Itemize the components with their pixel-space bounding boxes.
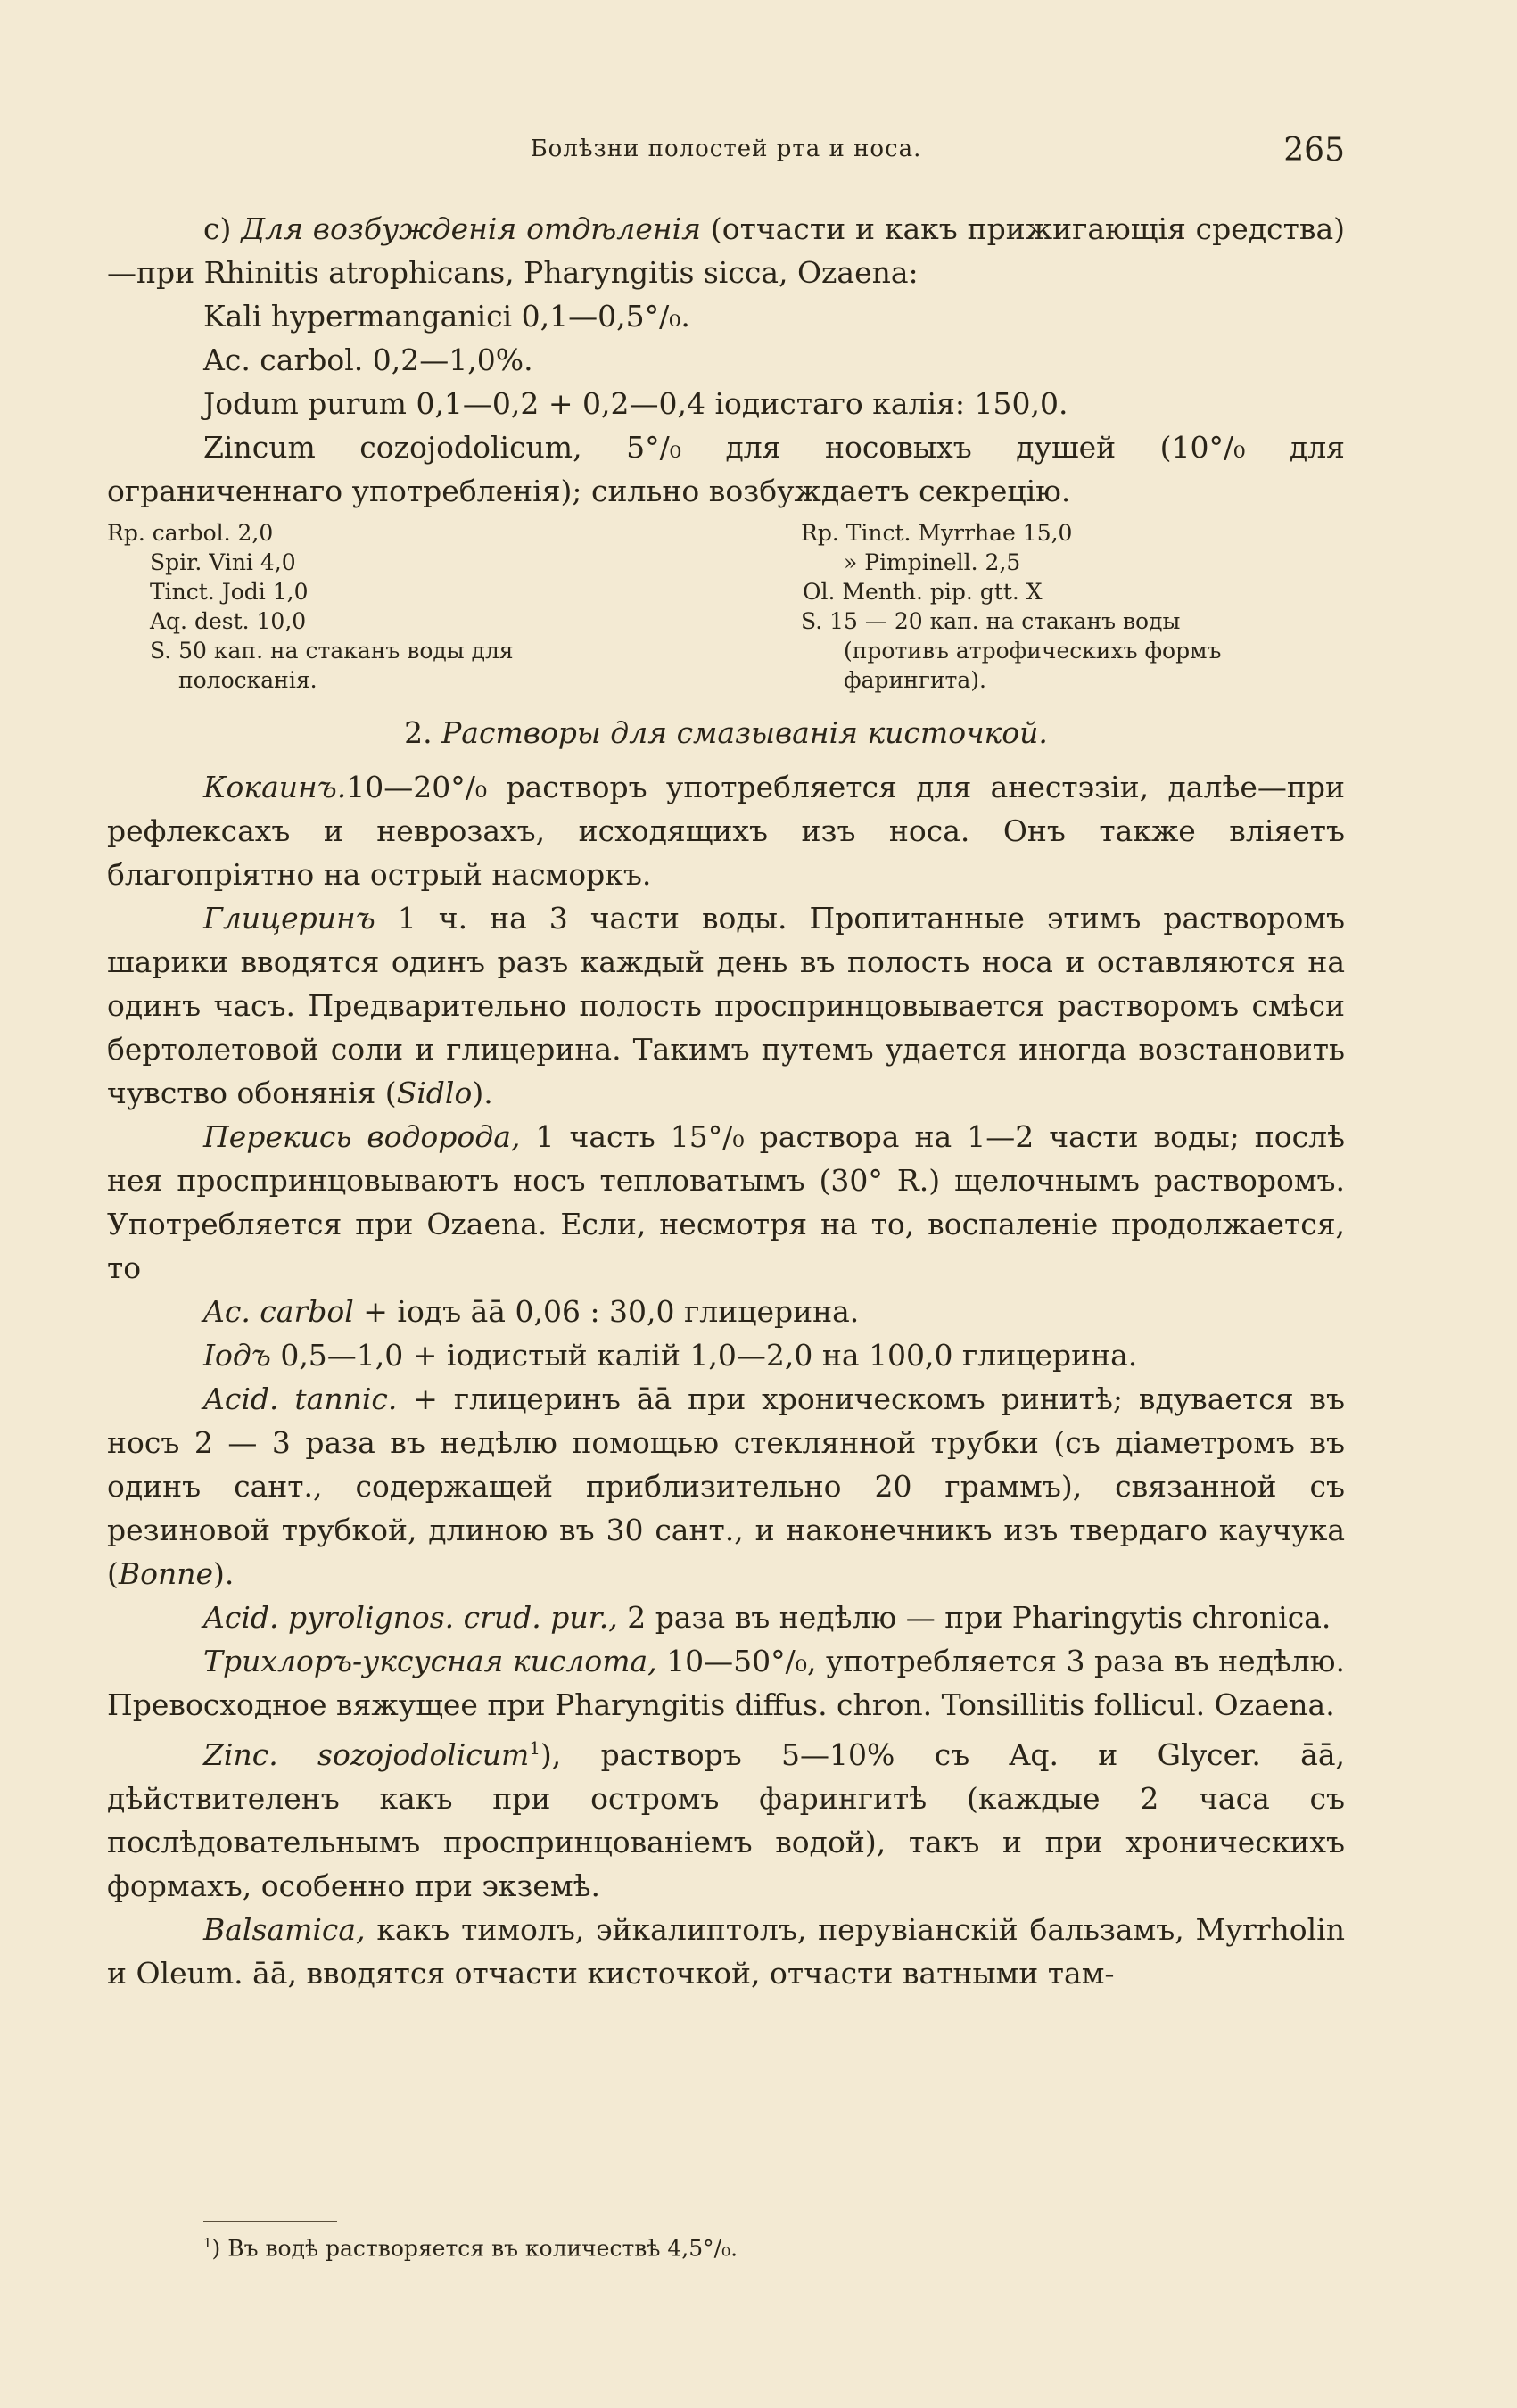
running-head: Болѣзни полостей рта и носа. [530,136,922,162]
paragraph-text: ). [472,1076,493,1110]
drug-name: Balsamica, [203,1912,366,1947]
formula-line [107,1290,1345,1333]
prescriptions [107,518,1345,695]
prescription-line: Ol. Menth. pip. gtt. X [803,579,1043,605]
paragraph-text: ). [213,1556,235,1591]
footnote-divider [203,2221,337,2222]
drug-name: Acid. tannic. [203,1381,398,1416]
drug-name: Ac. carbol [203,1294,354,1329]
footnote [203,2227,1318,2264]
prescription-signa: S. 50 кап. на стаканъ воды для полосканія. [150,638,514,693]
drug-name: Acid. pyrolignos. crud. pur., [203,1600,618,1635]
paragraph-text: какъ тимолъ, эйкалиптолъ, перувіанскій бальзамъ, Myrrholin и Oleum. āā, вводятся отчасти кисточкой, отчасти ватными там- [107,1912,1345,1991]
prescription-note: (противъ атрофическихъ формъ фарингита). [844,638,1222,693]
paragraph-tannic [107,1377,1345,1596]
drug-name: Іодъ [203,1338,271,1373]
formula-line: Kali hypermanganici 0,1—0,5°/₀. [203,299,690,334]
drug-name: Трихлоръ-уксусная кислота, [203,1644,657,1678]
paragraph-text: 2 раза въ недѣлю — при Pharingytis chronica. [617,1600,1331,1635]
paragraph-text: ), растворъ 5—10% съ Aq. и Glycer. āā, дѣйствителенъ какъ при остромъ фарингитѣ (каждые 2 часа съ послѣдовательнымъ проспринцованіемъ водой), такъ и при хроническихъ формахъ, особенно при экземѣ. [107,1737,1345,1903]
prescription-line: Tinct. Jodi 1,0 [150,579,309,605]
drug-name: Перекись водорода, [203,1119,521,1154]
paragraph-balsamica [107,1908,1345,1995]
prescription-line: Aq. dest. 10,0 [150,608,307,634]
paragraph-secretion [107,207,1345,294]
prescription-line: » Pimpinell. 2,5 [844,549,1021,575]
footnote-marker: 1 [203,2235,212,2251]
formula-line: Jodum purum 0,1—0,2 + 0,2—0,4 іодистаго калія: 150,0. [203,386,1068,421]
paragraph-pyrolignous [107,1596,1345,1639]
author-name: Sidlo [396,1076,473,1110]
prescription-left [107,518,633,695]
drug-name: Глицеринъ [203,901,375,936]
paragraph-text: 10—20°/₀ растворъ употребляется для анестэзіи, далѣе—при рефлексахъ и неврозахъ, исходящихъ изъ носа. Онъ также вліяетъ благопріятно на острый насморкъ. [107,770,1345,892]
page-body [107,207,1345,1995]
paragraph-text: 1 часть 15°/₀ раствора на 1—2 части воды; послѣ нея проспринцовываютъ носъ тепловатымъ (30° R.) щелочнымъ растворомъ. Употребляется при Ozaena. Если, несмотря на то, воспаленіе продолжается, то [107,1119,1345,1285]
author-name: Bonne [118,1556,214,1591]
formula-text: 0,5—1,0 + іодистый калій 1,0—2,0 на 100,0 глицерина. [270,1338,1138,1373]
formula-paragraph: Zincum cozojodolicum, 5°/₀ для носовыхъ душей (10°/₀ для ограниченнаго употребленія); сильно возбуждаетъ секрецію. [107,430,1345,508]
footnote-ref: 1 [529,1738,540,1759]
formula-text: + іодъ āā 0,06 : 30,0 глицерина. [353,1294,860,1329]
page-number: 265 [1283,132,1345,169]
prescription-right [801,518,1345,695]
paragraph-peroxide [107,1115,1345,1290]
formula-line [107,1333,1345,1377]
page-header [107,132,1345,168]
section-heading [107,711,1345,755]
paragraph-heading: Для возбужденія отдѣленія [241,211,701,246]
prescription-line: Rp. carbol. 2,0 [107,520,274,546]
paragraph-text: (отчасти и какъ прижигающія средства)—при Rhinitis atrophicans, Pharyngitis sicca, Ozaena: [107,211,1346,290]
prescription-signa: S. 15 — 20 кап. на стаканъ воды [801,608,1181,634]
prescription-line: Rp. Tinct. Myrrhae 15,0 [801,520,1073,546]
prescription-line: Spir. Vini 4,0 [150,549,296,575]
drug-name: Кокаинъ. [203,770,347,804]
item-label: c) [203,211,242,246]
section-number: 2. [404,715,433,750]
paragraph-cocaine [107,765,1345,896]
paragraph-text: + глицеринъ āā при хроническомъ ринитѣ; вдувается въ носъ 2 — 3 раза въ недѣлю помощью стеклянной трубки (съ діаметромъ въ одинъ сант., содержащей приблизительно 20 граммъ), связанной съ резиновой трубкой, длиною въ 30 сант., и наконечникъ изъ твердаго каучука ( [107,1381,1345,1591]
formula-line: Ac. carbol. 0,2—1,0%. [203,342,533,377]
paragraph-trichloroacetic [107,1639,1345,1727]
section-title: Растворы для смазыванія кисточкой. [441,715,1048,750]
paragraph-zinc [107,1727,1345,1908]
paragraph-text: 10—50°/₀, употребляется 3 раза въ недѣлю. Превосходное вяжущее при Pharyngitis diffus. chron. Tonsillitis follicul. Ozaena. [107,1644,1345,1722]
paragraph-text: 1 ч. на 3 части воды. Пропитанные этимъ растворомъ шарики вводятся одинъ разъ каждый день въ полость носа и оставляются на одинъ часъ. Предварительно полость проспринцовывается растворомъ смѣси бертолетовой соли и глицерина. Такимъ путемъ удается иногда возстановить чувство обонянія ( [107,901,1345,1110]
footnote-text: ) Въ водѣ растворяется въ количествѣ 4,5°/₀. [211,2235,738,2262]
drug-name: Zinc. sozojodolicum [203,1737,530,1772]
paragraph-glycerin [107,896,1345,1115]
